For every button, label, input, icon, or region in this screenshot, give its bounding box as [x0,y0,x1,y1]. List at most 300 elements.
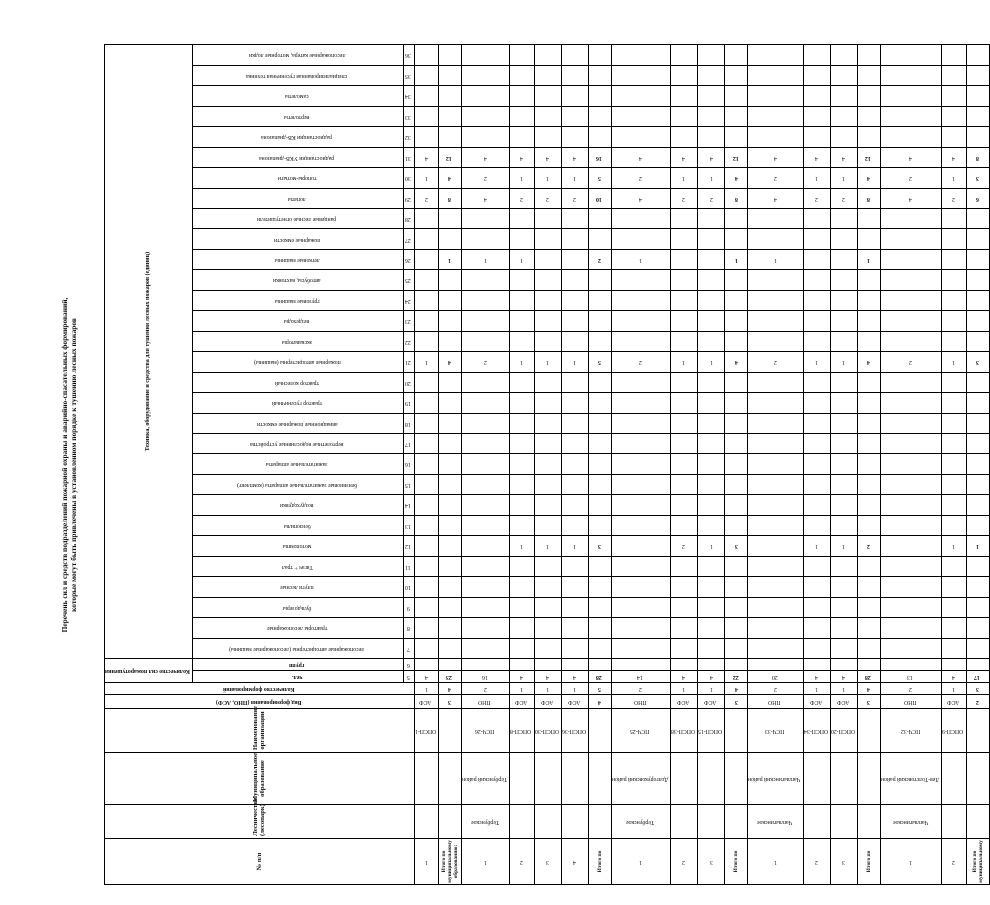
row-equipment-5 [462,556,510,576]
column-number-25 [403,270,414,290]
header-equipment-3 [192,597,403,617]
header-equipment-group [105,45,193,659]
row-equipment-20 [414,249,438,269]
row-num [561,839,588,885]
row-equipment-10 [414,454,438,474]
row-people [588,671,611,683]
row-equipment-12 [414,413,438,433]
row-equipment-25 [414,147,438,167]
row-formation-type [611,695,670,709]
row-equipment-15 [611,352,670,372]
row-equipment-11 [803,434,830,454]
row-equipment-26 [831,127,858,147]
column-number-35 [403,65,414,85]
row-people [561,671,588,683]
row-equipment-9 [725,474,748,494]
row-equipment-4 [462,577,510,597]
row-equipment-20-value: 2 [598,256,601,263]
header-equipment-30 [192,45,403,66]
row-equipment-10 [966,454,989,474]
row-equipment-25-value: 4 [424,154,428,161]
row-equipment-16 [588,331,611,351]
column-number-14 [403,495,414,515]
row-people-text: 4 [709,673,713,680]
row-people-text: 22 [732,673,739,680]
row-formation-type [510,695,534,709]
row-forestry [671,805,698,839]
table-row [561,45,588,885]
row-equipment-23 [803,188,830,208]
row-equipment-29 [462,65,510,85]
row-equipment-28 [858,86,881,106]
row-equipment-10 [881,454,942,474]
row-equipment-6 [414,536,438,556]
row-equipment-18 [881,290,942,310]
row-equipment-15-value: 1 [572,359,576,366]
row-equipment-9 [534,474,561,494]
row-municipal [561,753,588,805]
row-equipment-30 [414,45,438,66]
row-equipment-26 [858,127,881,147]
row-equipment-27 [966,106,989,126]
document-title [60,45,78,885]
row-formation-type [561,695,588,709]
row-equipment-12 [561,413,588,433]
row-equipment-10 [725,454,748,474]
row-formation-type-text: 4 [598,698,601,705]
row-equipment-29 [831,65,858,85]
row-formation-count [611,683,670,695]
row-equipment-7 [534,515,561,535]
table-row [671,45,698,885]
row-equipment-22 [942,209,966,229]
column-number-35-text: 35 [405,72,411,79]
row-formation-type [942,695,966,709]
row-equipment-25-value: 4 [952,154,955,161]
row-organization-text: ОПСП-8 [510,727,532,734]
row-equipment-2 [942,618,966,638]
row-equipment-29 [748,65,803,85]
row-equipment-17 [439,311,462,331]
row-equipment-15 [510,352,534,372]
column-number-20-text: 20 [405,379,411,386]
row-people [966,671,989,683]
row-equipment-8 [803,495,830,515]
row-equipment-14 [671,372,698,392]
column-number-32 [403,127,414,147]
row-formation-count [561,683,588,695]
row-forestry [725,805,748,839]
column-number-6 [403,659,414,671]
header-equipment-18 [192,290,403,310]
row-equipment-14 [698,372,725,392]
row-forestry [534,805,561,839]
row-equipment-6-value: 3 [734,543,738,550]
row-equipment-13 [510,393,534,413]
row-groups [803,659,830,671]
row-formation-count-text: 1 [520,685,523,692]
header-personnel-text: Количество сил пожаротушения [105,667,190,674]
header-row-1 [105,45,193,885]
row-equipment-15-value: 4 [867,359,871,366]
row-equipment-6 [698,536,725,556]
row-equipment-15 [966,352,989,372]
row-equipment-28 [881,86,942,106]
row-equipment-10 [588,454,611,474]
row-equipment-27 [803,106,830,126]
row-equipment-24-value: 2 [483,175,487,182]
header-equipment-9-text: бензиновые зажигательные аппараты (комплект) [236,481,358,488]
header-formation-type [105,695,415,709]
row-equipment-5 [671,556,698,576]
row-equipment-16 [561,331,588,351]
row-equipment-9 [414,474,438,494]
row-equipment-24-value: 1 [842,175,846,182]
row-equipment-1 [671,638,698,658]
row-groups [671,659,698,671]
row-equipment-20-value: 1 [448,256,452,263]
row-equipment-21 [942,229,966,249]
row-equipment-19 [439,270,462,290]
row-people [611,671,670,683]
row-equipment-22 [671,209,698,229]
header-personnel [105,659,193,683]
row-equipment-2 [611,618,670,638]
row-equipment-26 [725,127,748,147]
row-equipment-13 [698,393,725,413]
row-equipment-25-value: 16 [596,154,602,161]
column-number-23-text: 23 [405,318,411,325]
header-equipment-4 [192,577,403,597]
row-equipment-20 [966,249,989,269]
row-equipment-4 [748,577,803,597]
row-equipment-25 [588,147,611,167]
row-equipment-11 [462,434,510,454]
row-equipment-23-value: 6 [975,195,979,202]
column-number-30-text: 30 [405,175,411,182]
row-equipment-21 [462,229,510,249]
row-equipment-26 [439,127,462,147]
row-equipment-18 [831,290,858,310]
row-formation-count [858,683,881,695]
row-equipment-24 [588,168,611,188]
row-equipment-26 [748,127,803,147]
row-equipment-17 [534,311,561,331]
row-equipment-14 [588,372,611,392]
row-num [671,839,698,885]
row-equipment-22 [831,209,858,229]
row-equipment-18 [534,290,561,310]
row-organization [534,709,561,753]
row-equipment-20-value: 1 [483,256,487,263]
row-forestry [462,805,510,839]
table-row [881,45,942,885]
row-municipal-text: Чаплыгинский район [748,775,801,782]
row-equipment-14 [414,372,438,392]
row-equipment-19 [858,270,881,290]
row-equipment-29 [966,65,989,85]
row-equipment-4 [942,577,966,597]
row-equipment-14 [534,372,561,392]
row-equipment-6-value: 2 [682,543,686,550]
row-equipment-17 [611,311,670,331]
header-equipment-18-text: грузовые машины [274,297,320,304]
row-equipment-8 [748,495,803,515]
row-formation-count [725,683,748,695]
row-equipment-30 [748,45,803,66]
row-equipment-5 [942,556,966,576]
header-equipment-13 [192,393,403,413]
header-personnel-groups [192,659,403,671]
column-number-21-text: 21 [405,359,411,366]
row-equipment-30 [561,45,588,66]
row-forestry [748,805,803,839]
row-equipment-24 [671,168,698,188]
row-formation-type-text: АСФ [809,698,823,705]
row-equipment-26 [942,127,966,147]
row-equipment-19 [588,270,611,290]
row-num [881,839,942,885]
row-equipment-22 [611,209,670,229]
row-equipment-16 [831,331,858,351]
row-formation-count-text: 2 [909,685,913,692]
row-equipment-15-value: 3 [975,359,979,366]
row-equipment-25 [698,147,725,167]
row-groups [858,659,881,671]
row-equipment-22 [858,209,881,229]
row-groups [588,659,611,671]
row-equipment-15-value: 1 [709,359,713,366]
table-row [414,45,438,885]
column-number-30 [403,168,414,188]
table-row [831,45,858,885]
row-people-text: 4 [572,673,576,680]
row-equipment-1 [698,638,725,658]
row-equipment-8 [942,495,966,515]
column-number-16-text: 16 [405,461,411,468]
row-equipment-1 [611,638,670,658]
row-equipment-4 [414,577,438,597]
row-municipal [748,753,803,805]
header-equipment-26 [192,127,403,147]
row-equipment-28 [561,86,588,106]
column-number-18 [403,413,414,433]
row-equipment-23-value: 2 [424,195,428,202]
row-equipment-12 [725,413,748,433]
row-num [611,839,670,885]
header-personnel-people-text: чел. [291,673,303,680]
row-equipment-14 [462,372,510,392]
row-organization-text: ПСЧ-33 [764,727,785,734]
header-equipment-1-text: лесопожарные автоцистерны (лесопожарные машины) [229,645,365,652]
header-formation-type-text: Вид формирования (ПНО, АСФ) [215,698,302,705]
row-formation-type-text: АСФ [677,698,690,705]
row-groups [439,659,462,671]
row-equipment-15 [831,352,858,372]
row-equipment-12 [942,413,966,433]
row-equipment-21 [439,229,462,249]
column-number-33 [403,106,414,126]
row-equipment-1 [966,638,989,658]
row-forestry [966,805,989,839]
row-equipment-30 [831,45,858,66]
row-equipment-2 [414,618,438,638]
row-equipment-27 [831,106,858,126]
row-formation-count-text: 1 [424,685,428,692]
row-equipment-30 [611,45,670,66]
header-equipment-17-text: вездеходы [284,318,310,325]
row-equipment-8 [561,495,588,515]
row-forestry [831,805,858,839]
header-equipment-3-text: бульдозеры [282,604,312,611]
row-equipment-3 [510,597,534,617]
row-equipment-15-value: 2 [773,359,777,366]
row-equipment-24-value: 1 [520,175,523,182]
row-equipment-3 [803,597,830,617]
row-equipment-25-value: 4 [483,154,487,161]
row-equipment-27 [725,106,748,126]
header-equipment-8 [192,495,403,515]
column-number-5-text: 5 [407,673,410,680]
row-equipment-13 [611,393,670,413]
header-forestry-text: Лесничество (лесопарк) [251,797,267,836]
row-equipment-10 [748,454,803,474]
row-num [698,839,725,885]
row-equipment-1 [510,638,534,658]
row-equipment-6 [942,536,966,556]
column-number-19 [403,393,414,413]
row-num [588,839,611,885]
row-equipment-20 [942,249,966,269]
row-equipment-16 [414,331,438,351]
row-equipment-2 [858,618,881,638]
row-equipment-1 [831,638,858,658]
header-equipment-25 [192,147,403,167]
row-groups [831,659,858,671]
row-equipment-12 [858,413,881,433]
row-equipment-25-value: 4 [909,154,913,161]
row-num-text: 3 [842,858,846,865]
row-municipal [588,753,611,805]
row-forestry [439,805,462,839]
row-equipment-29 [942,65,966,85]
row-equipment-25 [671,147,698,167]
row-equipment-7 [611,515,670,535]
row-equipment-28 [748,86,803,106]
header-equipment-24 [192,168,403,188]
row-equipment-25 [611,147,670,167]
row-equipment-26 [611,127,670,147]
column-number-7-text: 7 [407,645,410,652]
row-people [671,671,698,683]
row-equipment-11 [561,434,588,454]
header-equipment-14-text: трактор колесный [274,379,319,386]
row-equipment-25 [966,147,989,167]
row-equipment-15 [725,352,748,372]
row-people [510,671,534,683]
row-equipment-18 [611,290,670,310]
header-equipment-5 [192,556,403,576]
row-equipment-5 [439,556,462,576]
row-equipment-11 [748,434,803,454]
row-equipment-4 [831,577,858,597]
row-equipment-23-value: 2 [709,195,713,202]
row-people-text: 17 [973,673,980,680]
row-formation-count [966,683,989,695]
header-equipment-30-text: лесопожарные катера, моторные лодки [248,52,346,59]
row-equipment-25 [534,147,561,167]
row-people [725,671,748,683]
row-equipment-1 [803,638,830,658]
row-equipment-15-value: 5 [598,359,601,366]
row-formation-type-text: ПНО [633,698,647,705]
header-equipment-28-text: самолеты [285,93,309,100]
row-organization [439,709,462,753]
row-equipment-23 [881,188,942,208]
row-equipment-17 [725,311,748,331]
row-equipment-25-value: 4 [709,154,713,161]
row-municipal [858,753,881,805]
row-equipment-12 [748,413,803,433]
column-number-13-text: 13 [405,522,411,529]
row-equipment-5 [748,556,803,576]
row-equipment-22 [725,209,748,229]
row-equipment-22 [439,209,462,229]
row-people [942,671,966,683]
row-organization [748,709,803,753]
row-equipment-16 [881,331,942,351]
row-equipment-16 [611,331,670,351]
row-equipment-2 [671,618,698,638]
row-formation-type [858,695,881,709]
row-equipment-15-value: 4 [448,359,452,366]
row-equipment-26 [966,127,989,147]
row-equipment-16 [942,331,966,351]
row-equipment-7 [803,515,830,535]
row-equipment-10 [698,454,725,474]
row-equipment-15 [881,352,942,372]
header-formation-count [105,683,415,695]
row-organization-text: ОПСП-30 [534,727,559,734]
row-equipment-28 [942,86,966,106]
row-municipal [439,753,462,805]
row-equipment-15 [462,352,510,372]
header-equipment-group-text: Техника, оборудование и средства для тушения лесных пожаров (единиц) [145,251,152,452]
row-num [510,839,534,885]
column-number-27 [403,229,414,249]
row-formation-count [439,683,462,695]
column-number-20 [403,372,414,392]
row-equipment-19 [725,270,748,290]
row-groups [725,659,748,671]
row-people-text: 16 [481,673,488,680]
header-equipment-12-text: авиационные пожарные емкости [256,420,338,427]
column-number-18-text: 18 [405,420,411,427]
header-personnel-groups-text: групп [289,661,305,668]
row-people-text: 4 [424,673,428,680]
row-equipment-25 [748,147,803,167]
row-equipment-9 [611,474,670,494]
row-people [881,671,942,683]
row-equipment-21 [831,229,858,249]
row-equipment-10 [439,454,462,474]
row-equipment-9 [803,474,830,494]
row-equipment-4 [803,577,830,597]
row-municipal [414,753,438,805]
header-equipment-9 [192,474,403,494]
column-number-24 [403,290,414,310]
row-equipment-23 [510,188,534,208]
